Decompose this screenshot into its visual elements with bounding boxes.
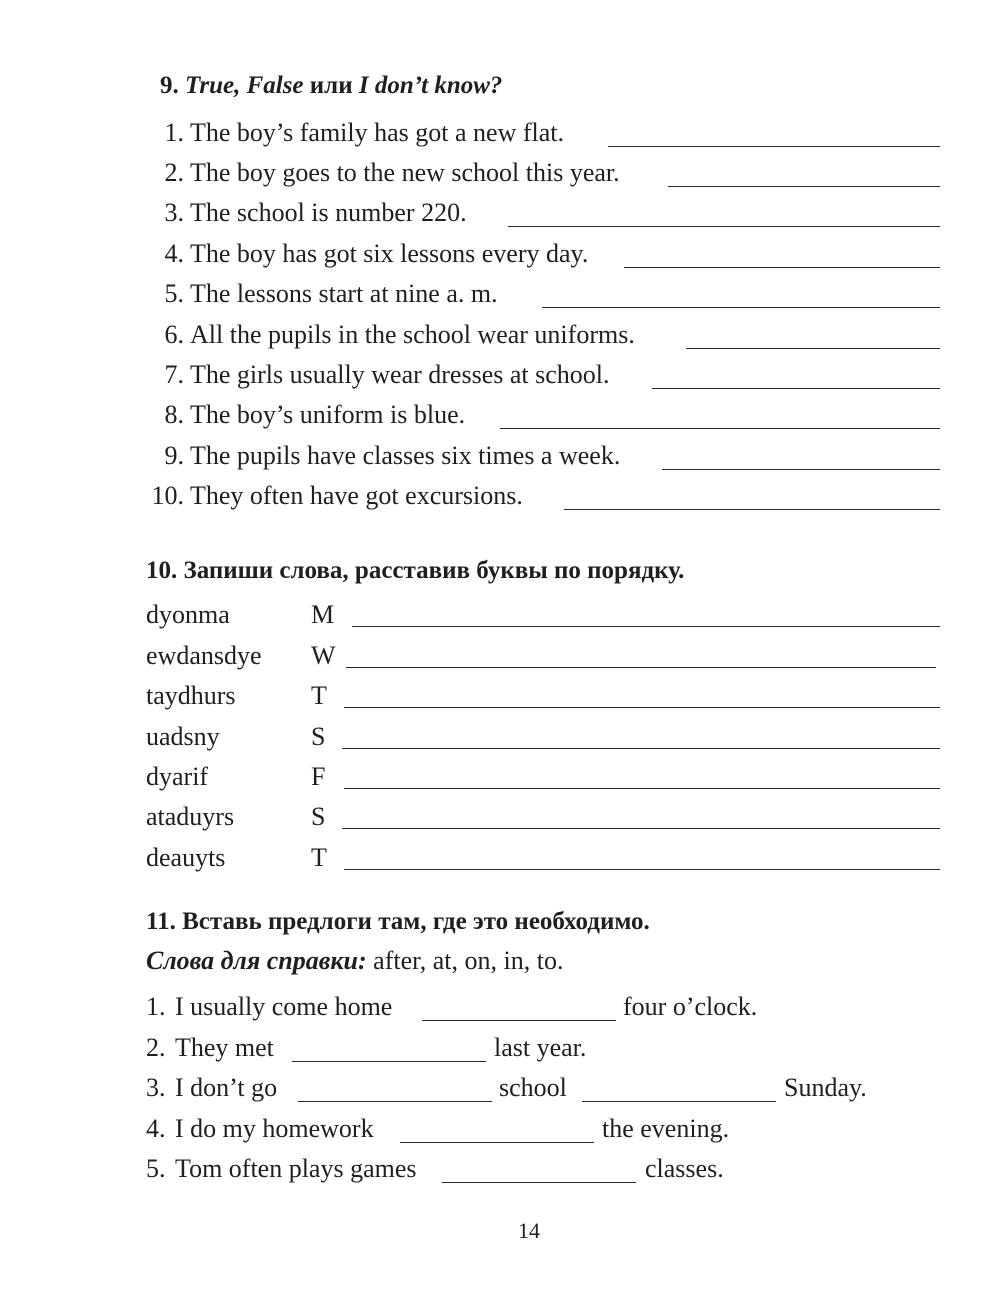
item-number: 2. <box>164 158 184 187</box>
word-answer-line[interactable] <box>342 748 940 749</box>
item-number: 3. <box>146 1073 166 1102</box>
sentence-part: four o’clock. <box>623 992 758 1021</box>
first-letter: S <box>311 802 326 831</box>
answer-line[interactable] <box>500 428 940 429</box>
title-dont-know: I don’t know? <box>358 72 503 99</box>
exercise-9-item <box>0 158 1000 198</box>
item-number: 4. <box>146 1114 166 1143</box>
sentence-part: classes. <box>645 1154 724 1183</box>
scramble-row <box>0 722 1000 762</box>
word-answer-line[interactable] <box>346 667 936 668</box>
sentence-part: school <box>499 1073 567 1102</box>
item-number: 2. <box>146 1033 166 1062</box>
answer-line[interactable] <box>564 509 940 510</box>
exercise-9-item <box>0 400 1000 440</box>
answer-line[interactable] <box>542 307 940 308</box>
scrambled-word: taydhurs <box>146 681 236 710</box>
exercise-9-item <box>0 320 1000 360</box>
scrambled-word: deauyts <box>146 843 226 872</box>
sentence-part: last year. <box>494 1033 587 1062</box>
scrambled-word: ataduyrs <box>146 802 235 831</box>
item-statement: The boy’s family has got a new flat. <box>190 118 565 147</box>
first-letter: S <box>311 722 326 751</box>
word-answer-line[interactable] <box>344 869 940 870</box>
item-number: 5. <box>164 279 184 308</box>
scramble-row <box>0 641 1000 681</box>
exercise-9-title <box>160 72 502 100</box>
scramble-row <box>0 681 1000 721</box>
first-letter: W <box>311 641 336 670</box>
answer-line[interactable] <box>508 226 940 227</box>
item-statement: The lessons start at nine a. m. <box>190 279 498 308</box>
word-answer-line[interactable] <box>344 788 940 789</box>
page-number: 14 <box>518 1218 540 1243</box>
item-number: 9. <box>164 441 184 470</box>
preposition-blank[interactable] <box>422 1020 616 1021</box>
scrambled-word: dyarif <box>146 762 209 791</box>
first-letter: T <box>311 843 327 872</box>
sentence-part: I do my homework <box>175 1114 374 1143</box>
first-letter: M <box>311 600 335 629</box>
item-number: 6. <box>164 320 184 349</box>
scramble-row <box>0 600 1000 640</box>
preposition-item <box>0 1114 1000 1154</box>
answer-line[interactable] <box>652 388 940 389</box>
first-letter: T <box>311 681 327 710</box>
exercise-9-item <box>0 239 1000 279</box>
title-or: или <box>309 72 353 99</box>
answer-line[interactable] <box>608 146 940 147</box>
scramble-row <box>0 802 1000 842</box>
scrambled-word: uadsny <box>146 722 220 751</box>
title-true: True, <box>185 72 241 99</box>
preposition-item <box>0 1033 1000 1073</box>
item-number: 4. <box>164 239 184 268</box>
answer-line[interactable] <box>662 469 940 470</box>
answer-line[interactable] <box>686 348 940 349</box>
item-statement: The boy goes to the new school this year. <box>190 158 620 187</box>
item-statement: The pupils have classes six times a week. <box>190 441 621 470</box>
answer-line[interactable] <box>668 186 940 187</box>
sentence-part: They met <box>175 1033 274 1062</box>
sentence-part: I usually come home <box>175 992 393 1021</box>
reference-label: Слова для справки: <box>146 946 367 975</box>
reference-words: after, at, on, in, to. <box>373 946 564 975</box>
preposition-blank[interactable] <box>292 1061 486 1062</box>
preposition-blank[interactable] <box>400 1142 594 1143</box>
item-number: 1. <box>146 992 166 1021</box>
sentence-part: the evening. <box>602 1114 730 1143</box>
word-answer-line[interactable] <box>352 626 940 627</box>
exercise-9-item <box>0 481 1000 521</box>
item-number: 8. <box>164 400 184 429</box>
item-number: 1. <box>164 118 184 147</box>
reference-words-line <box>146 946 563 976</box>
word-answer-line[interactable] <box>342 828 940 829</box>
sentence-part: Sunday. <box>784 1073 867 1102</box>
item-statement: The girls usually wear dresses at school. <box>190 360 610 389</box>
preposition-blank[interactable] <box>442 1182 636 1183</box>
exercise-9-item <box>0 118 1000 158</box>
exercise-10-title: 10. Запиши слова, расставив буквы по порядку. <box>146 557 685 584</box>
exercise-9-item <box>0 441 1000 481</box>
title-false: False <box>246 72 304 99</box>
exercise-9-item <box>0 279 1000 319</box>
item-statement: All the pupils in the school wear uniforms. <box>190 320 635 349</box>
sentence-part: Tom often plays games <box>175 1154 417 1183</box>
scrambled-word: ewdansdye <box>146 641 262 670</box>
scramble-row <box>0 843 1000 883</box>
item-number: 5. <box>146 1154 166 1183</box>
exercise-11-title: 11. Вставь предлоги там, где это необходимо. <box>146 908 650 935</box>
word-answer-line[interactable] <box>344 707 940 708</box>
sentence-part: I don’t go <box>175 1073 278 1102</box>
exercise-9-item <box>0 360 1000 400</box>
item-number: 7. <box>164 360 184 389</box>
exercise-9-item <box>0 198 1000 238</box>
item-number: 10. <box>151 481 184 510</box>
item-statement: They often have got excursions. <box>190 481 523 510</box>
first-letter: F <box>311 762 326 791</box>
item-statement: The school is number 220. <box>190 198 467 227</box>
preposition-item <box>0 1154 1000 1194</box>
item-statement: The boy’s uniform is blue. <box>190 400 466 429</box>
answer-line[interactable] <box>624 267 940 268</box>
item-statement: The boy has got six lessons every day. <box>190 239 589 268</box>
item-number: 3. <box>164 198 184 227</box>
preposition-blank[interactable] <box>298 1101 492 1102</box>
scrambled-word: dyonma <box>146 600 230 629</box>
preposition-blank[interactable] <box>582 1101 776 1102</box>
scramble-row <box>0 762 1000 802</box>
preposition-item <box>0 1073 1000 1113</box>
exercise-9-number: 9. <box>160 72 179 99</box>
preposition-item <box>0 992 1000 1032</box>
